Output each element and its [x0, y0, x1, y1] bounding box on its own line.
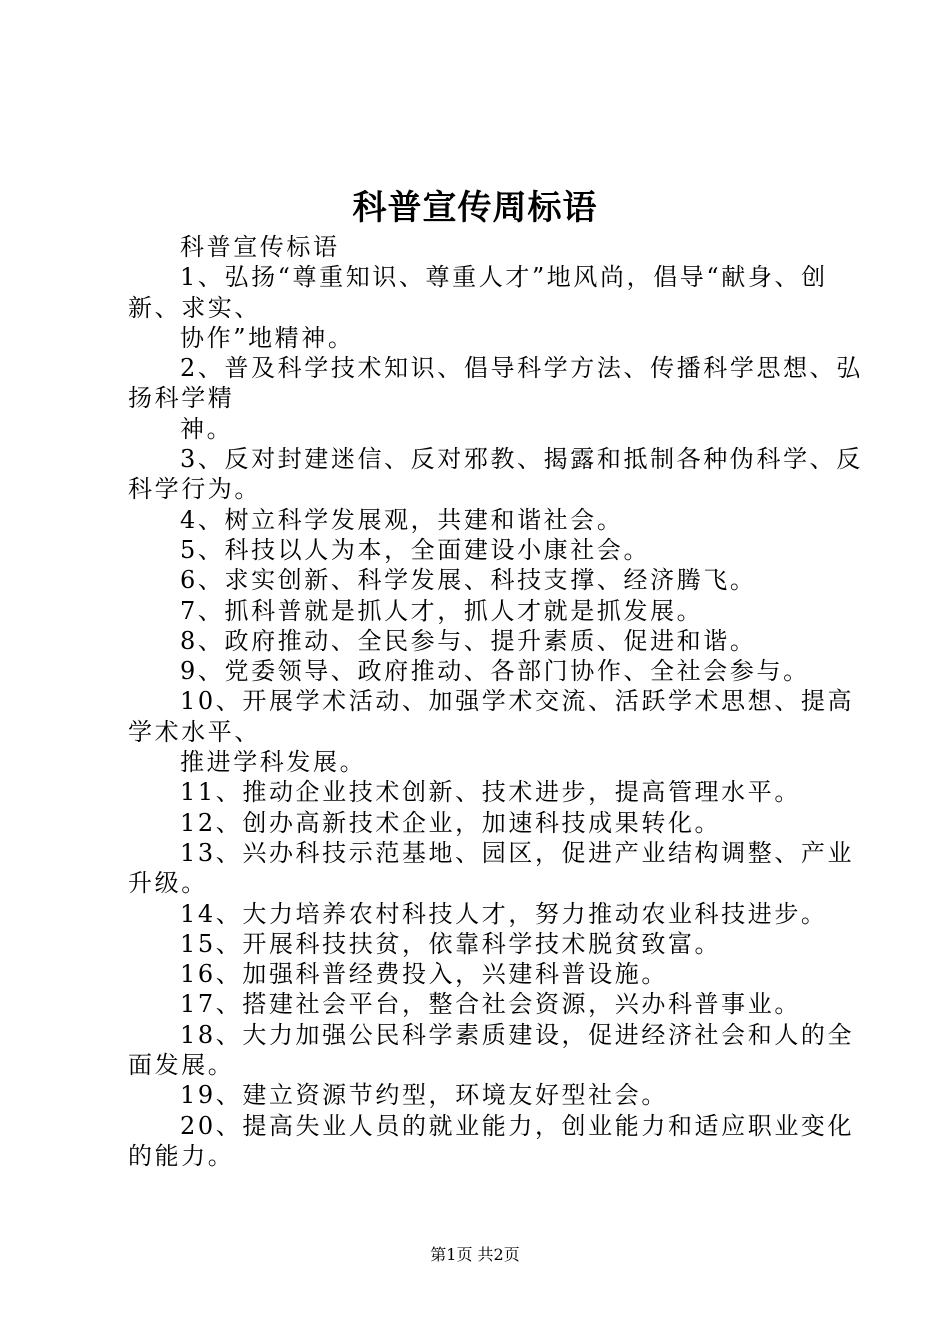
text-line: 新、求实、 [128, 293, 261, 322]
text-line: 20、提高失业人员的就业能力，创业能力和适应职业变化 [180, 1111, 855, 1140]
text-line: 升级。 [128, 869, 208, 898]
text-line: 3、反对封建迷信、反对邪教、揭露和抵制各种伪科学、反 [180, 445, 863, 474]
text-line: 10、开展学术活动、加强学术交流、活跃学术思想、提高 [180, 687, 855, 716]
document-body [128, 232, 863, 1171]
text-line: 6、求实创新、科学发展、科技支撑、经济腾飞。 [180, 566, 757, 595]
text-line: 4、树立科学发展观，共建和谐社会。 [180, 505, 624, 534]
text-line: 7、抓科普就是抓人才，抓人才就是抓发展。 [180, 596, 704, 625]
text-line: 科学行为。 [128, 475, 261, 504]
text-line: 科普宣传标语 [180, 233, 340, 261]
text-line: 协作”地精神。 [180, 323, 355, 352]
text-line: 14、大力培养农村科技人才，努力推动农业科技进步。 [180, 899, 828, 928]
text-line: 16、加强科普经费投入，兴建科普设施。 [180, 960, 668, 989]
text-line: 1、弘扬“尊重知识、尊重人才”地风尚，倡导“献身、创 [180, 263, 828, 292]
text-line: 扬科学精 [128, 384, 235, 413]
text-line: 8、政府推动、全民参与、提升素质、促进和谐。 [180, 626, 757, 655]
text-line: 13、兴办科技示范基地、园区，促进产业结构调整、产业 [180, 838, 855, 867]
text-line: 18、大力加强公民科学素质建设，促进经济社会和人的全 [180, 1020, 855, 1049]
text-line: 11、推动企业技术创新、技术进步，提高管理水平。 [180, 778, 801, 807]
text-line: 15、开展科技扶贫，依靠科学技术脱贫致富。 [180, 929, 722, 958]
text-line: 5、科技以人为本，全面建设小康社会。 [180, 535, 651, 564]
text-line: 的能力。 [128, 1141, 235, 1170]
text-line: 2、普及科学技术知识、倡导科学方法、传播科学思想、弘 [180, 354, 863, 383]
text-line: 面发展。 [128, 1051, 235, 1080]
text-line: 12、创办高新技术企业，加速科技成果转化。 [180, 808, 722, 837]
text-line: 9、党委领导、政府推动、各部门协作、全社会参与。 [180, 657, 810, 686]
text-line: 推进学科发展。 [180, 748, 367, 777]
page-footer: 第1页 共2页 [430, 1245, 520, 1264]
page-title: 科普宣传周标语 [352, 188, 598, 228]
text-line: 学术水平、 [128, 717, 261, 746]
text-line: 17、搭建社会平台，整合社会资源，兴办科普事业。 [180, 990, 801, 1019]
text-line: 神。 [180, 414, 234, 443]
text-line: 19、建立资源节约型，环境友好型社会。 [180, 1081, 668, 1110]
